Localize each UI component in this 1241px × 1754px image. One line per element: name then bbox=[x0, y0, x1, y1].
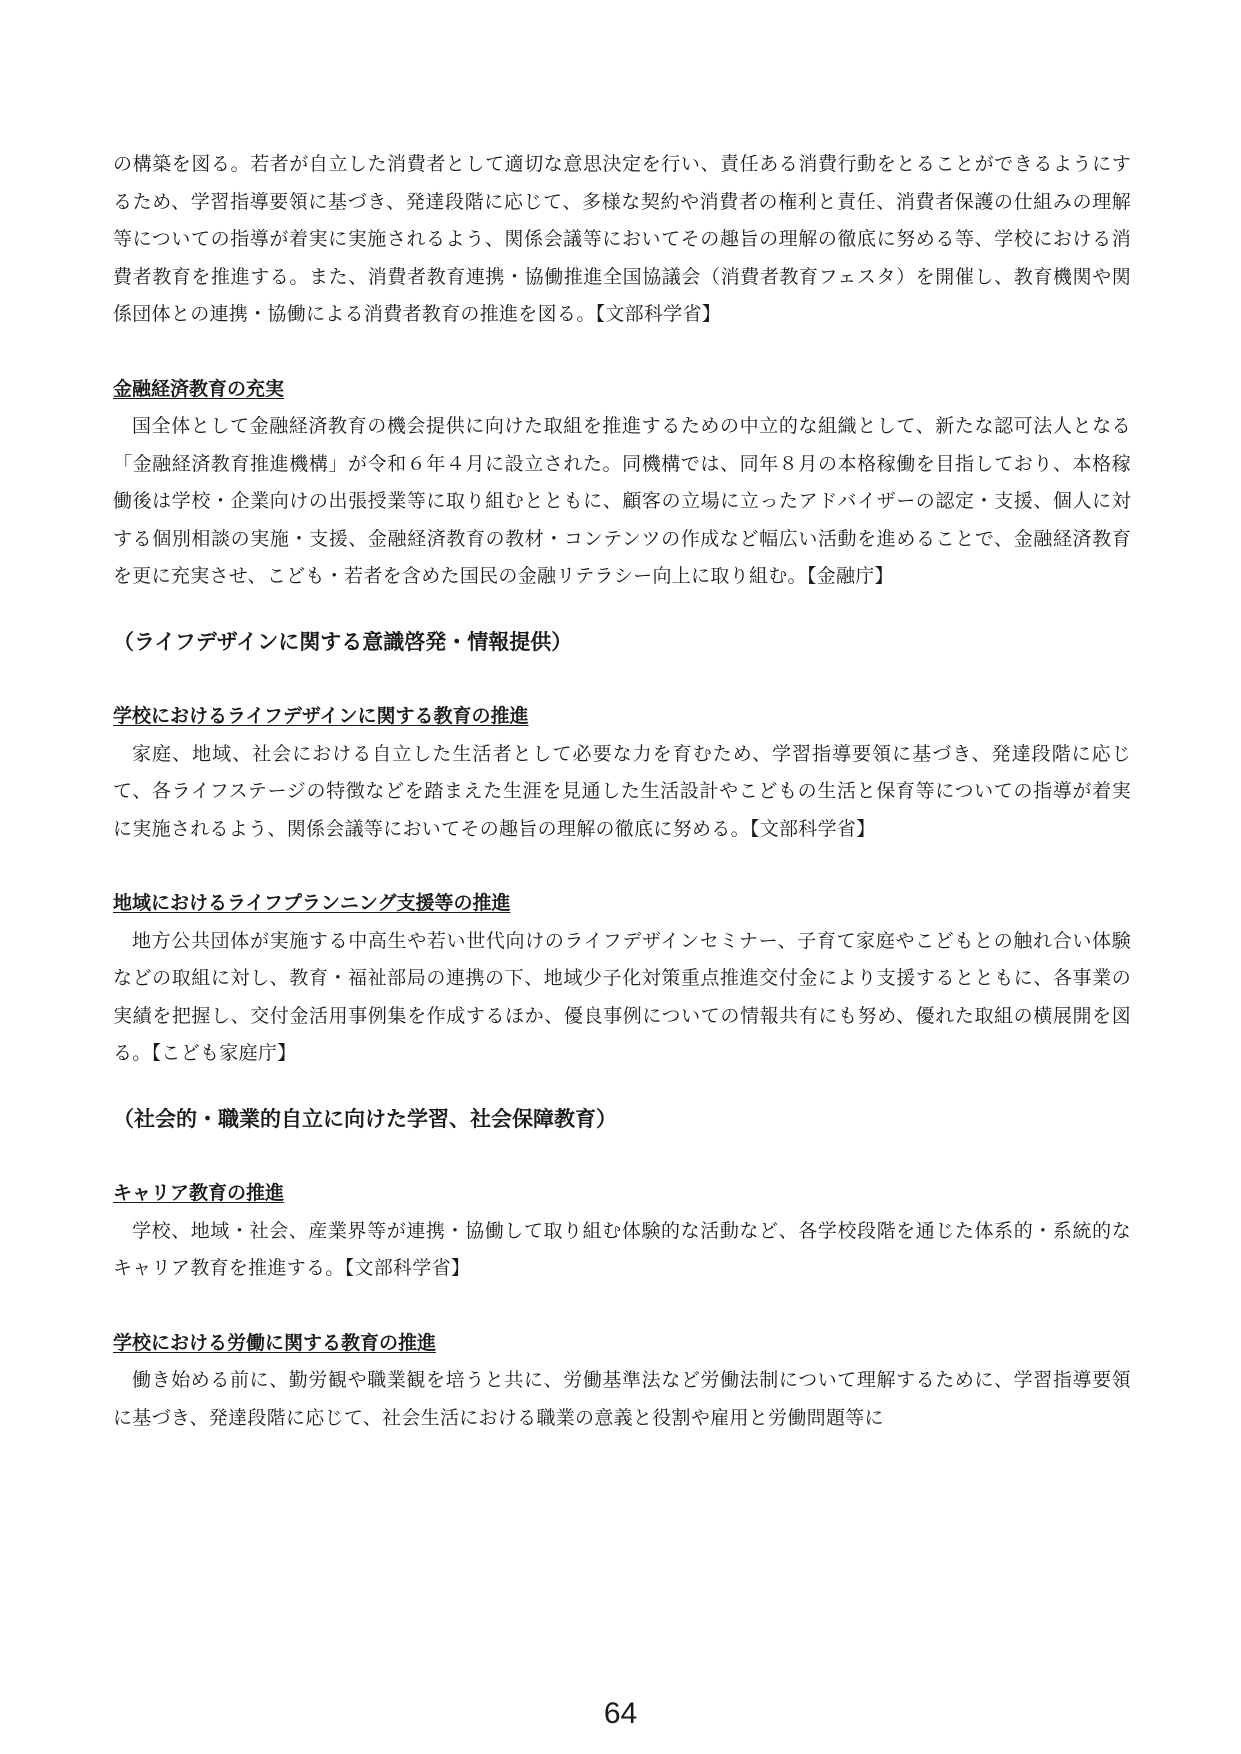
document-body bbox=[113, 146, 1131, 1437]
spacer bbox=[113, 661, 1131, 698]
section-heading-life-design: （ライフデザインに関する意識啓発・情報提供） bbox=[113, 629, 573, 654]
section-heading-social-independence: （社会的・職業的自立に向けた学習、社会保障教育） bbox=[113, 1106, 617, 1131]
spacer bbox=[113, 1288, 1131, 1325]
paragraph-regional-life-planning: 地方公共団体が実施する中高生や若い世代向けのライフデザインセミナー、子育て家庭やこどもとの触れ合い体験などの取組に対し、教育・福祉部局の連携の下、地域少子化対策重点推進交付金により支援するとともに、各事業の実績を把握し、交付金活用事例集を作成するほか、優良事例についての情報共有にも努め、優れた取組の横展開を図る。【こども家庭庁】 bbox=[113, 929, 1131, 1064]
spacer bbox=[113, 848, 1131, 885]
subheading-regional-life-planning: 地域におけるライフプランニング支援等の推進 bbox=[113, 892, 511, 914]
spacer bbox=[113, 1138, 1131, 1175]
subheading-school-life-design: 学校におけるライフデザインに関する教育の推進 bbox=[113, 705, 529, 727]
spacer bbox=[113, 334, 1131, 371]
spacer bbox=[113, 1073, 1131, 1101]
paragraph-career-education: 学校、地域・社会、産業界等が連携・協働して取り組む体験的な活動など、各学校段階を通じた体系的・系統的なキャリア教育を推進する。【文部科学省】 bbox=[113, 1219, 1131, 1279]
subheading-labor-education: 学校における労働に関する教育の推進 bbox=[113, 1331, 437, 1354]
paragraph-financial-education: 国全体として金融経済教育の機会提供に向けた取組を推進するための中立的な組織として、新たな認可法人となる「金融経済教育推進機構」が令和６年４月に設立された。同機構では、同年８月の本格稼働を目指しており、本格稼働後は学校・企業向けの出張授業等に取り組むとともに、顧客の立場に立ったアドバイザーの認定・支援、個人に対する個別相談の実施・支援、金融経済教育の教材・コンテンツの作成など幅広い活動を進めることで、金融経済教育を更に充実させ、こども・若者を含めた国民の金融リテラシー向上に取り組む。【金融庁】 bbox=[113, 415, 1131, 587]
page-number: 64 bbox=[603, 1697, 638, 1730]
paragraph-labor-education: 働き始める前に、勤労観や職業観を培うと共に、労働基準法など労働法制について理解するために、学習指導要領に基づき、発達段階に応じて、社会生活における職業の意義と役割や雇用と労働問題等に bbox=[113, 1369, 1131, 1429]
subheading-career-education: キャリア教育の推進 bbox=[113, 1182, 285, 1204]
subheading-financial-education: 金融経済教育の充実 bbox=[113, 377, 285, 400]
paragraph-school-life-design: 家庭、地域、社会における自立した生活者として必要な力を育むため、学習指導要領に基づき、発達段階に応じて、各ライフステージの特徴などを踏まえた生涯を見通した生活設計やこどもの生活と保育等についての指導が着実に実施されるよう、関係会議等においてその趣旨の理解の徹底に努める。【文部科学省】 bbox=[113, 742, 1131, 840]
spacer bbox=[113, 596, 1131, 624]
paragraph-consumer-education-continued: の構築を図る。若者が自立した消費者として適切な意思決定を行い、責任ある消費行動をとることができるようにするため、学習指導要領に基づき、発達段階に応じて、多様な契約や消費者の権利と責任、消費者保護の仕組みの理解等についての指導が着実に実施されるよう、関係会議等においてその趣旨の理解の徹底に努める等、学校における消費者教育を推進する。また、消費者教育連携・協働推進全国協議会（消費者教育フェスタ）を開催し、教育機関や関係団体との連携・協働による消費者教育の推進を図る。【文部科学省】 bbox=[113, 153, 1131, 325]
